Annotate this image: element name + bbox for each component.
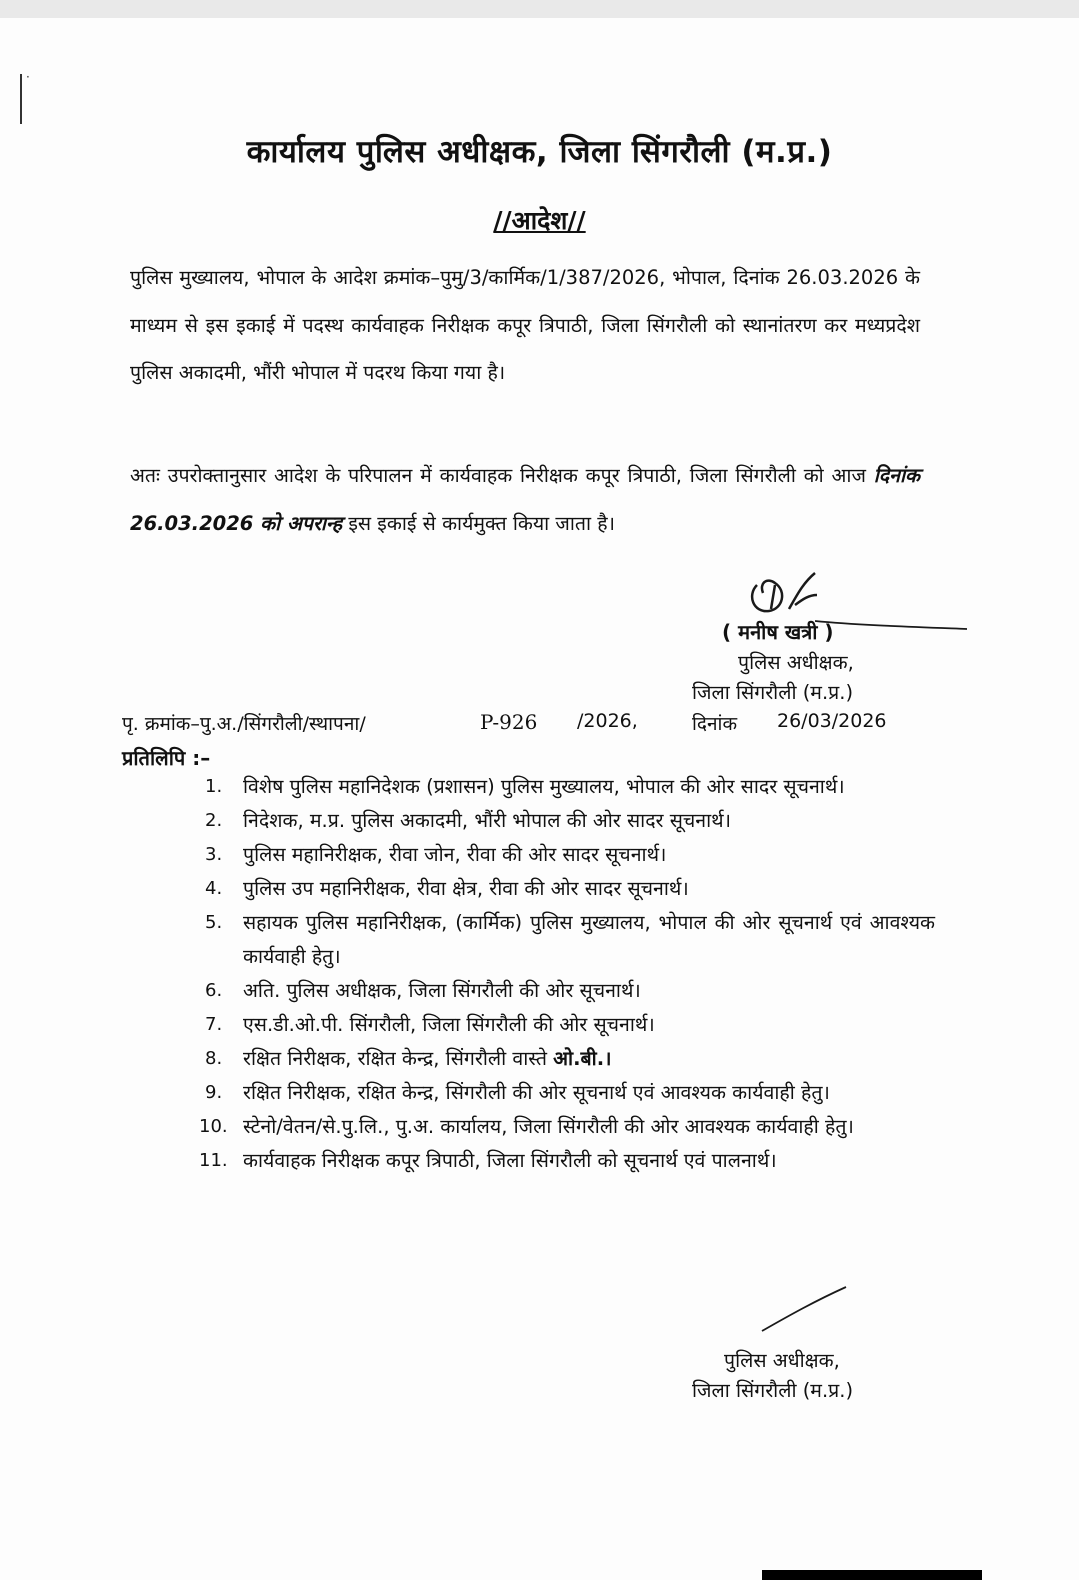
list-item [205,974,935,1008]
list-item-number: 4. [205,878,223,899]
reference-year: /2026, [577,710,638,732]
reference-date-label: दिनांक [692,713,738,735]
list-item-number: 5. [205,912,223,933]
list-item-text: स्टेनो/वेतन/से.पु.लि., पु.अ. कार्यालय, जिला सिंगरौली की ओर आवश्यक कार्यवाही हेतु। [243,1115,854,1138]
list-item [205,872,935,906]
list-item [199,1144,935,1178]
margin-punch-mark [20,74,22,124]
paragraph2-text-end: इस इकाई से कार्यमुक्त किया जाता है। [342,511,616,535]
relieving-date-highlight: दिनांक 26.03.2026 को अपरान्ह [130,464,920,535]
reference-number: P-926 [480,710,538,734]
list-item-text: निदेशक, म.प्र. पुलिस अकादमी, भौंरी भोपाल की ओर सादर सूचनार्थ। [243,809,732,832]
list-item-text: कार्यवाहक निरीक्षक कपूर त्रिपाठी, जिला सिंगरौली को सूचनार्थ एवं पालनार्थ। [243,1149,777,1172]
list-item [205,804,935,838]
ob-label: ओ.बी.। [553,1047,612,1070]
list-item [205,770,935,804]
list-item-text: अति. पुलिस अधीक्षक, जिला सिंगरौली की ओर सूचनार्थ। [243,979,641,1002]
list-item-text: सहायक पुलिस महानिरीक्षक, (कार्मिक) पुलिस मुख्यालय, भोपाल की ओर सूचनार्थ एवं आवश्यक कार्यवाही हेतु। [243,911,935,968]
list-item [205,1008,935,1042]
list-item-text: रक्षित निरीक्षक, रक्षित केन्द्र, सिंगरौली की ओर सूचनार्थ एवं आवश्यक कार्यवाही हेतु। [243,1081,830,1104]
list-item-number: 11. [199,1150,228,1171]
list-item-text: रक्षित निरीक्षक, रक्षित केन्द्र, सिंगरौली वास्ते [243,1047,554,1070]
viewer-top-bar [0,0,1079,18]
list-item-text: विशेष पुलिस महानिदेशक (प्रशासन) पुलिस मुख्यालय, भोपाल की ओर सादर सूचनार्थ। [243,775,845,798]
list-item-number: 6. [205,980,223,1001]
order-paragraph-1: पुलिस मुख्यालय, भोपाल के आदेश क्रमांक–पुमु/3/कार्मिक/1/387/2026, भोपाल, दिनांक 26.03.2026 के माध्यम से इस इकाई में पदस्थ कार्यवाहक निरीक्षक कपूर त्रिपाठी, जिला सिंगरौली को स्थानांतरण कर मध्यप्रदेश पुलिस अकादमी, भौंरी भोपाल में पदरथ किया गया है। [130,266,920,384]
list-item-number: 7. [205,1014,223,1035]
list-item-number: 3. [205,844,223,865]
footer-district: जिला सिंगरौली (म.प्र.) [692,1379,854,1402]
list-item [205,838,935,872]
list-item-text: पुलिस उप महानिरीक्षक, रीवा क्षेत्र, रीवा की ओर सादर सूचनार्थ। [243,877,689,900]
copy-heading: प्रतिलिपि :– [122,746,211,770]
list-item-number: 9. [205,1082,223,1103]
list-item-text: पुलिस महानिरीक्षक, रीवा जोन, रीवा की ओर सादर सूचनार्थ। [243,843,667,866]
viewer-bottom-bar [762,1570,982,1580]
office-title: कार्यालय पुलिस अधीक्षक, जिला सिंगरौली (म.प्र.) [246,134,833,170]
list-item [205,906,935,974]
margin-dot: · [26,70,30,84]
footer-designation: पुलिस अधीक्षक, [724,1349,840,1372]
list-item-number: 8. [205,1048,223,1069]
list-item-number: 1. [205,776,223,797]
reference-prefix: पृ. क्रमांक–पु.अ./सिंगरौली/स्थापना/ [122,713,366,735]
list-item [199,1110,935,1144]
order-heading: //आदेश// [493,206,586,235]
list-item-number: 10. [199,1116,228,1137]
list-item [205,1042,935,1076]
order-paragraph-2 [130,452,920,547]
signatory-designation: पुलिस अधीक्षक, [738,651,854,674]
signatory-district: जिला सिंगरौली (म.प्र.) [692,681,854,704]
signatory-name: ( मनीष खत्री ) [722,620,834,644]
initial-signature-stroke [760,1285,850,1335]
list-item [205,1076,935,1110]
copy-recipient-list [199,770,935,1178]
list-item-text: एस.डी.ओ.पी. सिंगरौली, जिला सिंगरौली की ओर सूचनार्थ। [243,1013,655,1036]
paragraph2-text-start: अतः उपरोक्तानुसार आदेश के परिपालन में कार्यवाहक निरीक्षक कपूर त्रिपाठी, जिला सिंगरौली को आज [130,464,874,487]
list-item-number: 2. [205,810,223,831]
reference-date: 26/03/2026 [777,710,887,732]
